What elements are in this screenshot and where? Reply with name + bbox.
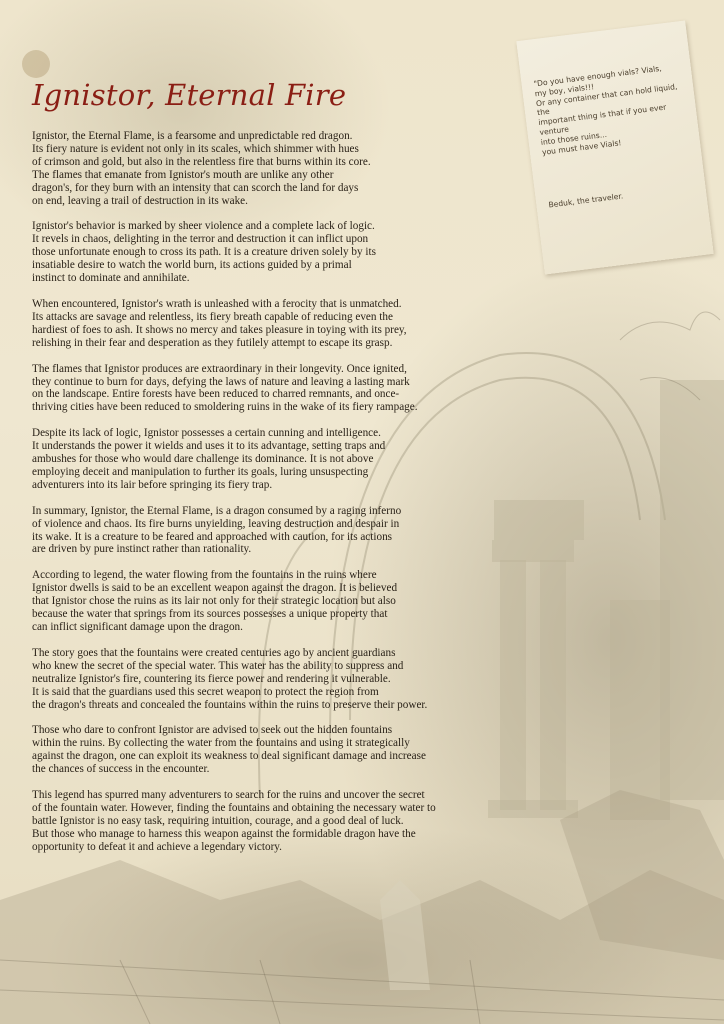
lore-paragraph: Ignistor's behavior is marked by sheer violence and a complete lack of logic. It revels in chaos, delighting in the terror and destruction it can inflict upon those unfortunate enough to cross its path. It is a creature driven solely by its insatiable desire to watch the world burn, its actions guided by a primal instinct to dominate and annihilate. (32, 220, 376, 285)
lore-paragraph: Ignistor, the Eternal Flame, is a fearsome and unpredictable red dragon. Its fiery nature is evident not only in its scales, which shimmer with hues of crimson and gold, but also in the relentless fire that burns within its core. The flames that emanate from Ignistor's mouth are unlike any other dragon's, for they burn with an intensity that can scorch the land for days on end, leaving a trail of destruction in its wake. (32, 130, 371, 207)
page-title: Ignistor, Eternal Fire (32, 78, 347, 112)
lore-text (32, 130, 502, 867)
lore-paragraph: Despite its lack of logic, Ignistor possesses a certain cunning and intelligence. It understands the power it wields and uses it to its advantage, setting traps and ambushes for those who would dare challenge its dominance. It is not above employing deceit and manipulation to further its goals, luring unsuspecting adventurers into its lair before springing its fiery trap. (32, 427, 386, 491)
lore-paragraph: This legend has spurred many adventurers to search for the ruins and uncover the secret of the fountain water. However, finding the fountains and obtaining the necessary water to battle Ignistor is no easy task, requiring intuition, courage, and a good deal of luck. But those who manage to harness this weapon against the formidable dragon have the opportunity to defeat it and achieve a legendary victory. (32, 789, 436, 853)
lore-paragraph: In summary, Ignistor, the Eternal Flame, is a dragon consumed by a raging inferno of violence and chaos. Its fire burns unyielding, leaving destruction and despair in its wake. It is a creature to be feared and approached with caution, for its actions are driven by pure instinct rather than rationality. (32, 504, 402, 556)
lore-paragraph: The flames that Ignistor produces are extraordinary in their longevity. Once ignited, they continue to burn for days, defying the laws of nature and leaving a lasting mark on the landscape. Entire forests have been reduced to charred remnants, and once- thriving cities have been reduced to smoldering ruins in the wake of its fiery rampage. (32, 362, 418, 414)
note-signature: Beduk, the traveler. (548, 191, 624, 210)
note-text: "Do you have enough vials? Vials, my boy, vials!!! Or any container that can hold liquid, the important thing is that if you ever venture into those ruins... you must have Vials! (533, 63, 678, 157)
traveler-note (516, 21, 713, 275)
lore-paragraph: The story goes that the fountains were created centuries ago by ancient guardians who knew the secret of the special water. This water has the ability to suppress and neutralize Ignistor's fire, countering its fierce power and rendering it vulnerable. It is said that the guardians used this secret weapon to protect the region from the dragon's threats and concealed the fountains within the ruins to preserve their power. (32, 646, 428, 711)
lore-paragraph: According to legend, the water flowing from the fountains in the ruins where Ignistor dwells is said to be an excellent weapon against the dragon. It is believed that Ignistor chose the ruins as its lair not only for their strategic location but also because the water that springs from its sources possesses a unique property that can inflict significant damage upon the dragon. (32, 569, 398, 633)
lore-paragraph: Those who dare to confront Ignistor are advised to seek out the hidden fountains within the ruins. By collecting the water from the fountains and using it strategically against the dragon, one can exploit its weakness to deal significant damage and increase the chances of success in the encounter. (32, 724, 426, 776)
lore-paragraph: When encountered, Ignistor's wrath is unleashed with a ferocity that is unmatched. Its attacks are savage and relentless, its fiery breath capable of reducing even the hardiest of foes to ash. It shows no mercy and takes pleasure in toying with its prey, relishing in their fear and desperation as they futilely attempt to escape its grasp. (32, 297, 407, 349)
